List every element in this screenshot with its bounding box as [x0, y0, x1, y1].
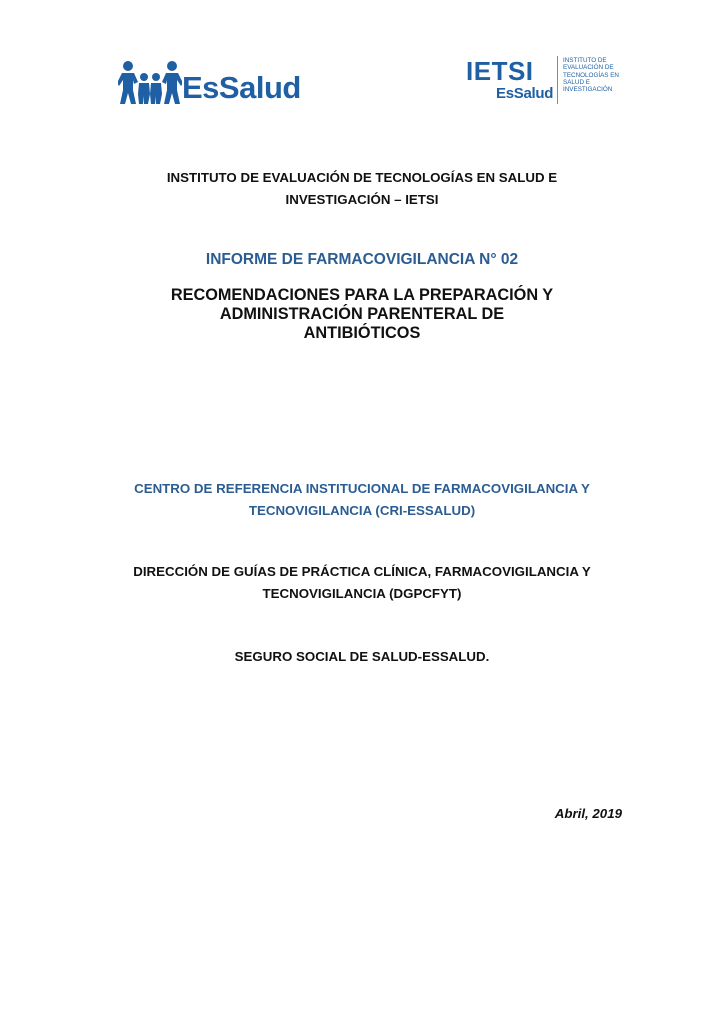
organization-name: SEGURO SOCIAL DE SALUD-ESSALUD. [234, 649, 490, 664]
ietsi-logo [466, 55, 626, 107]
document-title-line: ANTIBIÓTICOS [303, 324, 421, 342]
ietsi-logo-divider [557, 56, 558, 104]
ietsi-logo-subtitle: EsSalud [496, 85, 554, 102]
ietsi-logo-description [563, 57, 633, 93]
ietsi-desc-line: SALUD E [563, 78, 590, 86]
reference-center-line: CENTRO DE REFERENCIA INSTITUCIONAL DE FARMACOVIGILANCIA Y [134, 481, 590, 496]
direction-heading-line: TECNOVIGILANCIA (DGPCFYT) [262, 586, 462, 601]
institute-heading-line: INVESTIGACIÓN – IETSI [285, 192, 439, 207]
direction-heading-line: DIRECCIÓN DE GUÍAS DE PRÁCTICA CLÍNICA, FARMACOVIGILANCIA Y [133, 564, 591, 579]
institute-heading-line: INSTITUTO DE EVALUACIÓN DE TECNOLOGÍAS EN SALUD E [166, 170, 558, 185]
reference-center-line: TECNOVIGILANCIA (CRI-ESSALUD) [248, 503, 476, 518]
ietsi-desc-line: INSTITUTO DE [563, 57, 607, 64]
document-title-line: RECOMENDACIONES PARA LA PREPARACIÓN Y [170, 286, 554, 304]
document-title-line: ADMINISTRACIÓN PARENTERAL DE [219, 305, 505, 323]
document-title [60, 286, 664, 343]
institute-heading [60, 167, 664, 211]
essalud-logo [118, 60, 308, 108]
reference-center [60, 478, 664, 522]
ietsi-desc-line: EVALUACIÓN DE [563, 64, 614, 72]
essalud-logo-text: EsSalud [182, 70, 301, 105]
ietsi-desc-line: INVESTIGACIÓN [563, 86, 613, 94]
direction-heading [60, 561, 664, 605]
report-number: INFORME DE FARMACOVIGILANCIA N° 02 [205, 251, 519, 268]
family-figures-icon [118, 60, 182, 106]
ietsi-desc-line: TECNOLOGÍAS EN [563, 71, 619, 79]
ietsi-logo-title: IETSI [466, 56, 534, 86]
document-date: Abril, 2019 [554, 806, 622, 821]
